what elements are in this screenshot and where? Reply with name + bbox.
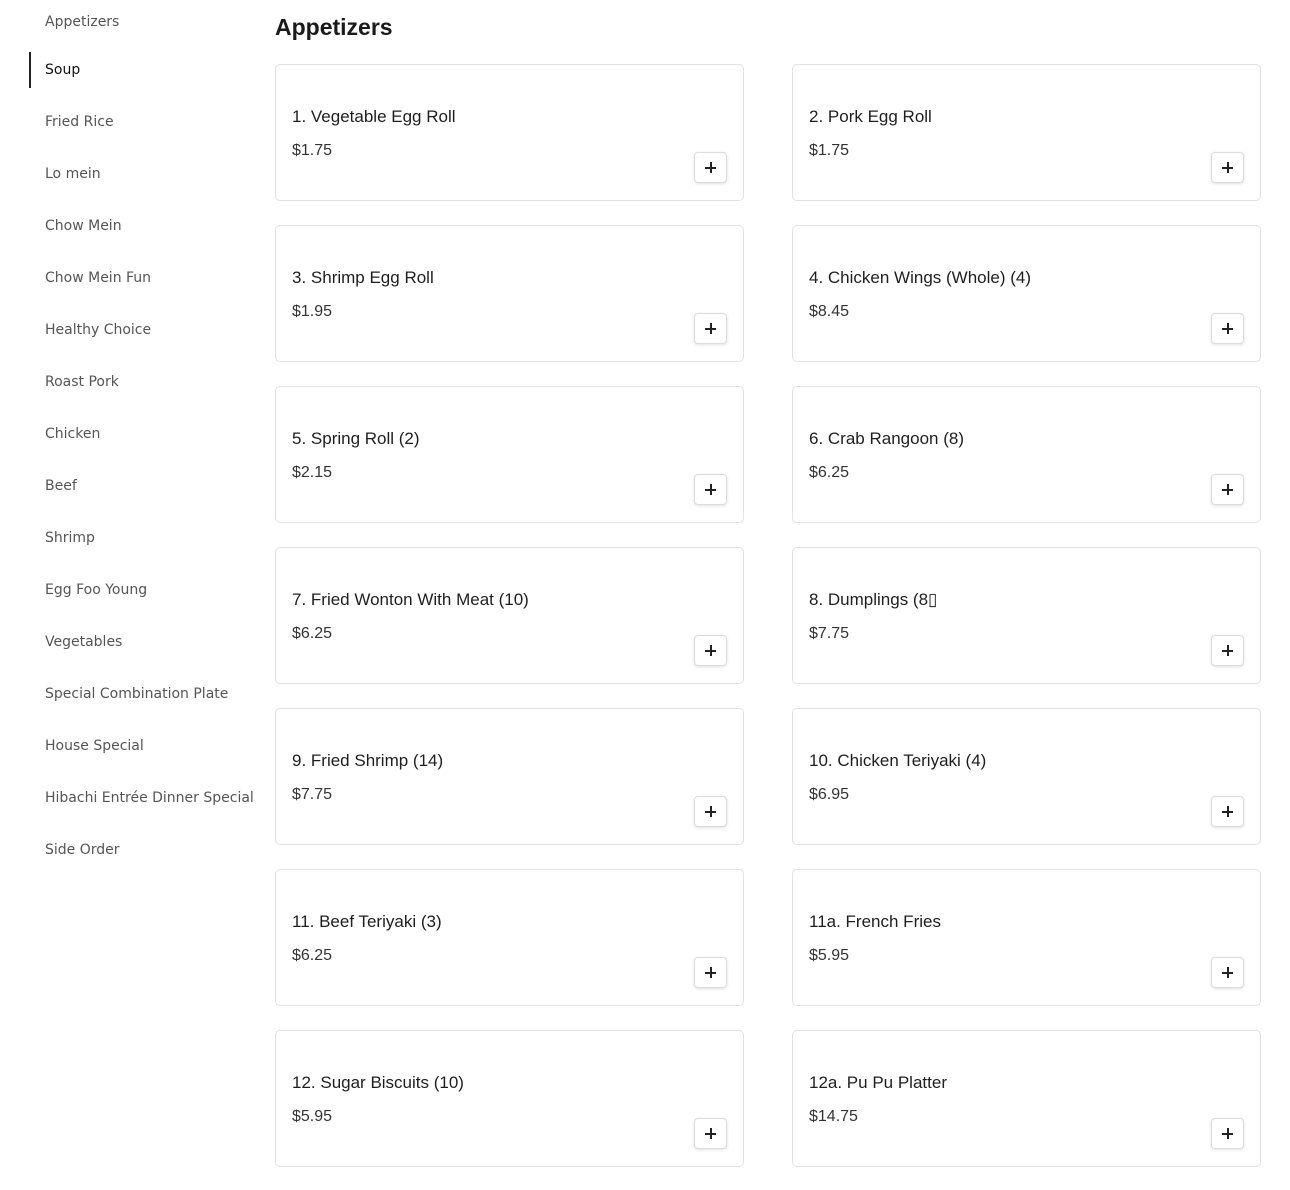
menu-item-card[interactable] bbox=[275, 225, 744, 362]
sidebar-item-shrimp[interactable]: Shrimp bbox=[45, 530, 95, 546]
item-name: 7. Fried Wonton With Meat (10) bbox=[292, 590, 529, 609]
item-price: $1.75 bbox=[292, 142, 333, 159]
item-name: 9. Fried Shrimp (14) bbox=[292, 751, 444, 770]
item-name: 11a. French Fries bbox=[809, 912, 941, 931]
sidebar-item-beef[interactable]: Beef bbox=[45, 478, 77, 494]
plus-icon bbox=[705, 323, 716, 334]
menu-item-card[interactable] bbox=[792, 225, 1261, 362]
menu-item-card[interactable] bbox=[275, 869, 744, 1006]
add-to-cart-button[interactable] bbox=[694, 313, 727, 344]
menu-item-card[interactable] bbox=[792, 708, 1261, 845]
plus-icon bbox=[1222, 806, 1233, 817]
menu-item-card[interactable] bbox=[792, 386, 1261, 523]
menu-item-card[interactable] bbox=[792, 1030, 1261, 1167]
item-name: 8. Dumplings (8▯ bbox=[809, 590, 938, 609]
add-to-cart-button[interactable] bbox=[1211, 1118, 1244, 1149]
item-name: 2. Pork Egg Roll bbox=[809, 107, 932, 126]
add-to-cart-button[interactable] bbox=[694, 152, 727, 183]
item-price: $1.75 bbox=[809, 142, 850, 159]
plus-icon bbox=[705, 484, 716, 495]
item-price: $7.75 bbox=[292, 786, 333, 803]
sidebar-item-house-special[interactable]: House Special bbox=[45, 738, 144, 754]
sidebar-item-fried-rice[interactable]: Fried Rice bbox=[45, 114, 114, 130]
item-price: $2.15 bbox=[292, 464, 333, 481]
plus-icon bbox=[1222, 484, 1233, 495]
item-name: 3. Shrimp Egg Roll bbox=[292, 268, 434, 287]
sidebar-item-appetizers[interactable]: Appetizers bbox=[45, 14, 120, 30]
item-price: $6.25 bbox=[292, 625, 333, 642]
item-price: $6.25 bbox=[809, 464, 850, 481]
item-price: $6.95 bbox=[809, 786, 850, 803]
item-name: 11. Beef Teriyaki (3) bbox=[292, 912, 442, 931]
plus-icon bbox=[1222, 967, 1233, 978]
plus-icon bbox=[1222, 162, 1233, 173]
add-to-cart-button[interactable] bbox=[694, 474, 727, 505]
menu-item-grid bbox=[275, 64, 1261, 1167]
sidebar-item-vegetables[interactable]: Vegetables bbox=[45, 634, 123, 650]
item-price: $8.45 bbox=[809, 303, 850, 320]
item-name: 12. Sugar Biscuits (10) bbox=[292, 1073, 464, 1092]
menu-item-card[interactable] bbox=[275, 547, 744, 684]
sidebar-item-chow-mein-fun[interactable]: Chow Mein Fun bbox=[45, 270, 152, 286]
menu-item-card[interactable] bbox=[792, 64, 1261, 201]
menu-item-card[interactable] bbox=[275, 386, 744, 523]
plus-icon bbox=[1222, 645, 1233, 656]
item-price: $6.25 bbox=[292, 947, 333, 964]
item-name: 12a. Pu Pu Platter bbox=[809, 1073, 947, 1092]
plus-icon bbox=[1222, 323, 1233, 334]
item-price: $5.95 bbox=[292, 1108, 333, 1125]
plus-icon bbox=[705, 967, 716, 978]
item-price: $7.75 bbox=[809, 625, 850, 642]
sidebar-item-lo-mein[interactable]: Lo mein bbox=[45, 166, 101, 182]
plus-icon bbox=[705, 806, 716, 817]
item-name: 1. Vegetable Egg Roll bbox=[292, 107, 456, 126]
menu-item-card[interactable] bbox=[792, 547, 1261, 684]
add-to-cart-button[interactable] bbox=[694, 957, 727, 988]
add-to-cart-button[interactable] bbox=[1211, 957, 1244, 988]
sidebar-item-chow-mein[interactable]: Chow Mein bbox=[45, 218, 122, 234]
add-to-cart-button[interactable] bbox=[1211, 635, 1244, 666]
plus-icon bbox=[705, 162, 716, 173]
plus-icon bbox=[1222, 1128, 1233, 1139]
item-name: 10. Chicken Teriyaki (4) bbox=[809, 751, 987, 770]
sidebar-item-special-combination-plate[interactable]: Special Combination Plate bbox=[45, 686, 229, 702]
menu-item-card[interactable] bbox=[275, 1030, 744, 1167]
sidebar-item-egg-foo-young[interactable]: Egg Foo Young bbox=[45, 582, 148, 598]
sidebar-item-chicken[interactable]: Chicken bbox=[45, 426, 101, 442]
category-sidebar bbox=[29, 0, 254, 876]
add-to-cart-button[interactable] bbox=[694, 635, 727, 666]
section-title: Appetizers bbox=[275, 14, 393, 40]
add-to-cart-button[interactable] bbox=[1211, 313, 1244, 344]
item-price: $14.75 bbox=[809, 1108, 858, 1125]
sidebar-item-healthy-choice[interactable]: Healthy Choice bbox=[45, 322, 152, 338]
item-price: $1.95 bbox=[292, 303, 333, 320]
add-to-cart-button[interactable] bbox=[694, 1118, 727, 1149]
sidebar-item-soup[interactable]: Soup bbox=[29, 44, 228, 96]
add-to-cart-button[interactable] bbox=[1211, 474, 1244, 505]
add-to-cart-button[interactable] bbox=[1211, 796, 1244, 827]
plus-icon bbox=[705, 645, 716, 656]
sidebar-item-hibachi-entr-e-dinner-special[interactable]: Hibachi Entrée Dinner Special bbox=[45, 790, 254, 806]
item-price: $5.95 bbox=[809, 947, 850, 964]
item-name: 6. Crab Rangoon (8) bbox=[809, 429, 964, 448]
add-to-cart-button[interactable] bbox=[1211, 152, 1244, 183]
menu-item-card[interactable] bbox=[792, 869, 1261, 1006]
sidebar-item-roast-pork[interactable]: Roast Pork bbox=[45, 374, 119, 390]
menu-item-card[interactable] bbox=[275, 64, 744, 201]
plus-icon bbox=[705, 1128, 716, 1139]
add-to-cart-button[interactable] bbox=[694, 796, 727, 827]
item-name: 4. Chicken Wings (Whole) (4) bbox=[809, 268, 1032, 287]
sidebar-item-side-order[interactable]: Side Order bbox=[45, 842, 120, 858]
item-name: 5. Spring Roll (2) bbox=[292, 429, 420, 448]
menu-item-card[interactable] bbox=[275, 708, 744, 845]
